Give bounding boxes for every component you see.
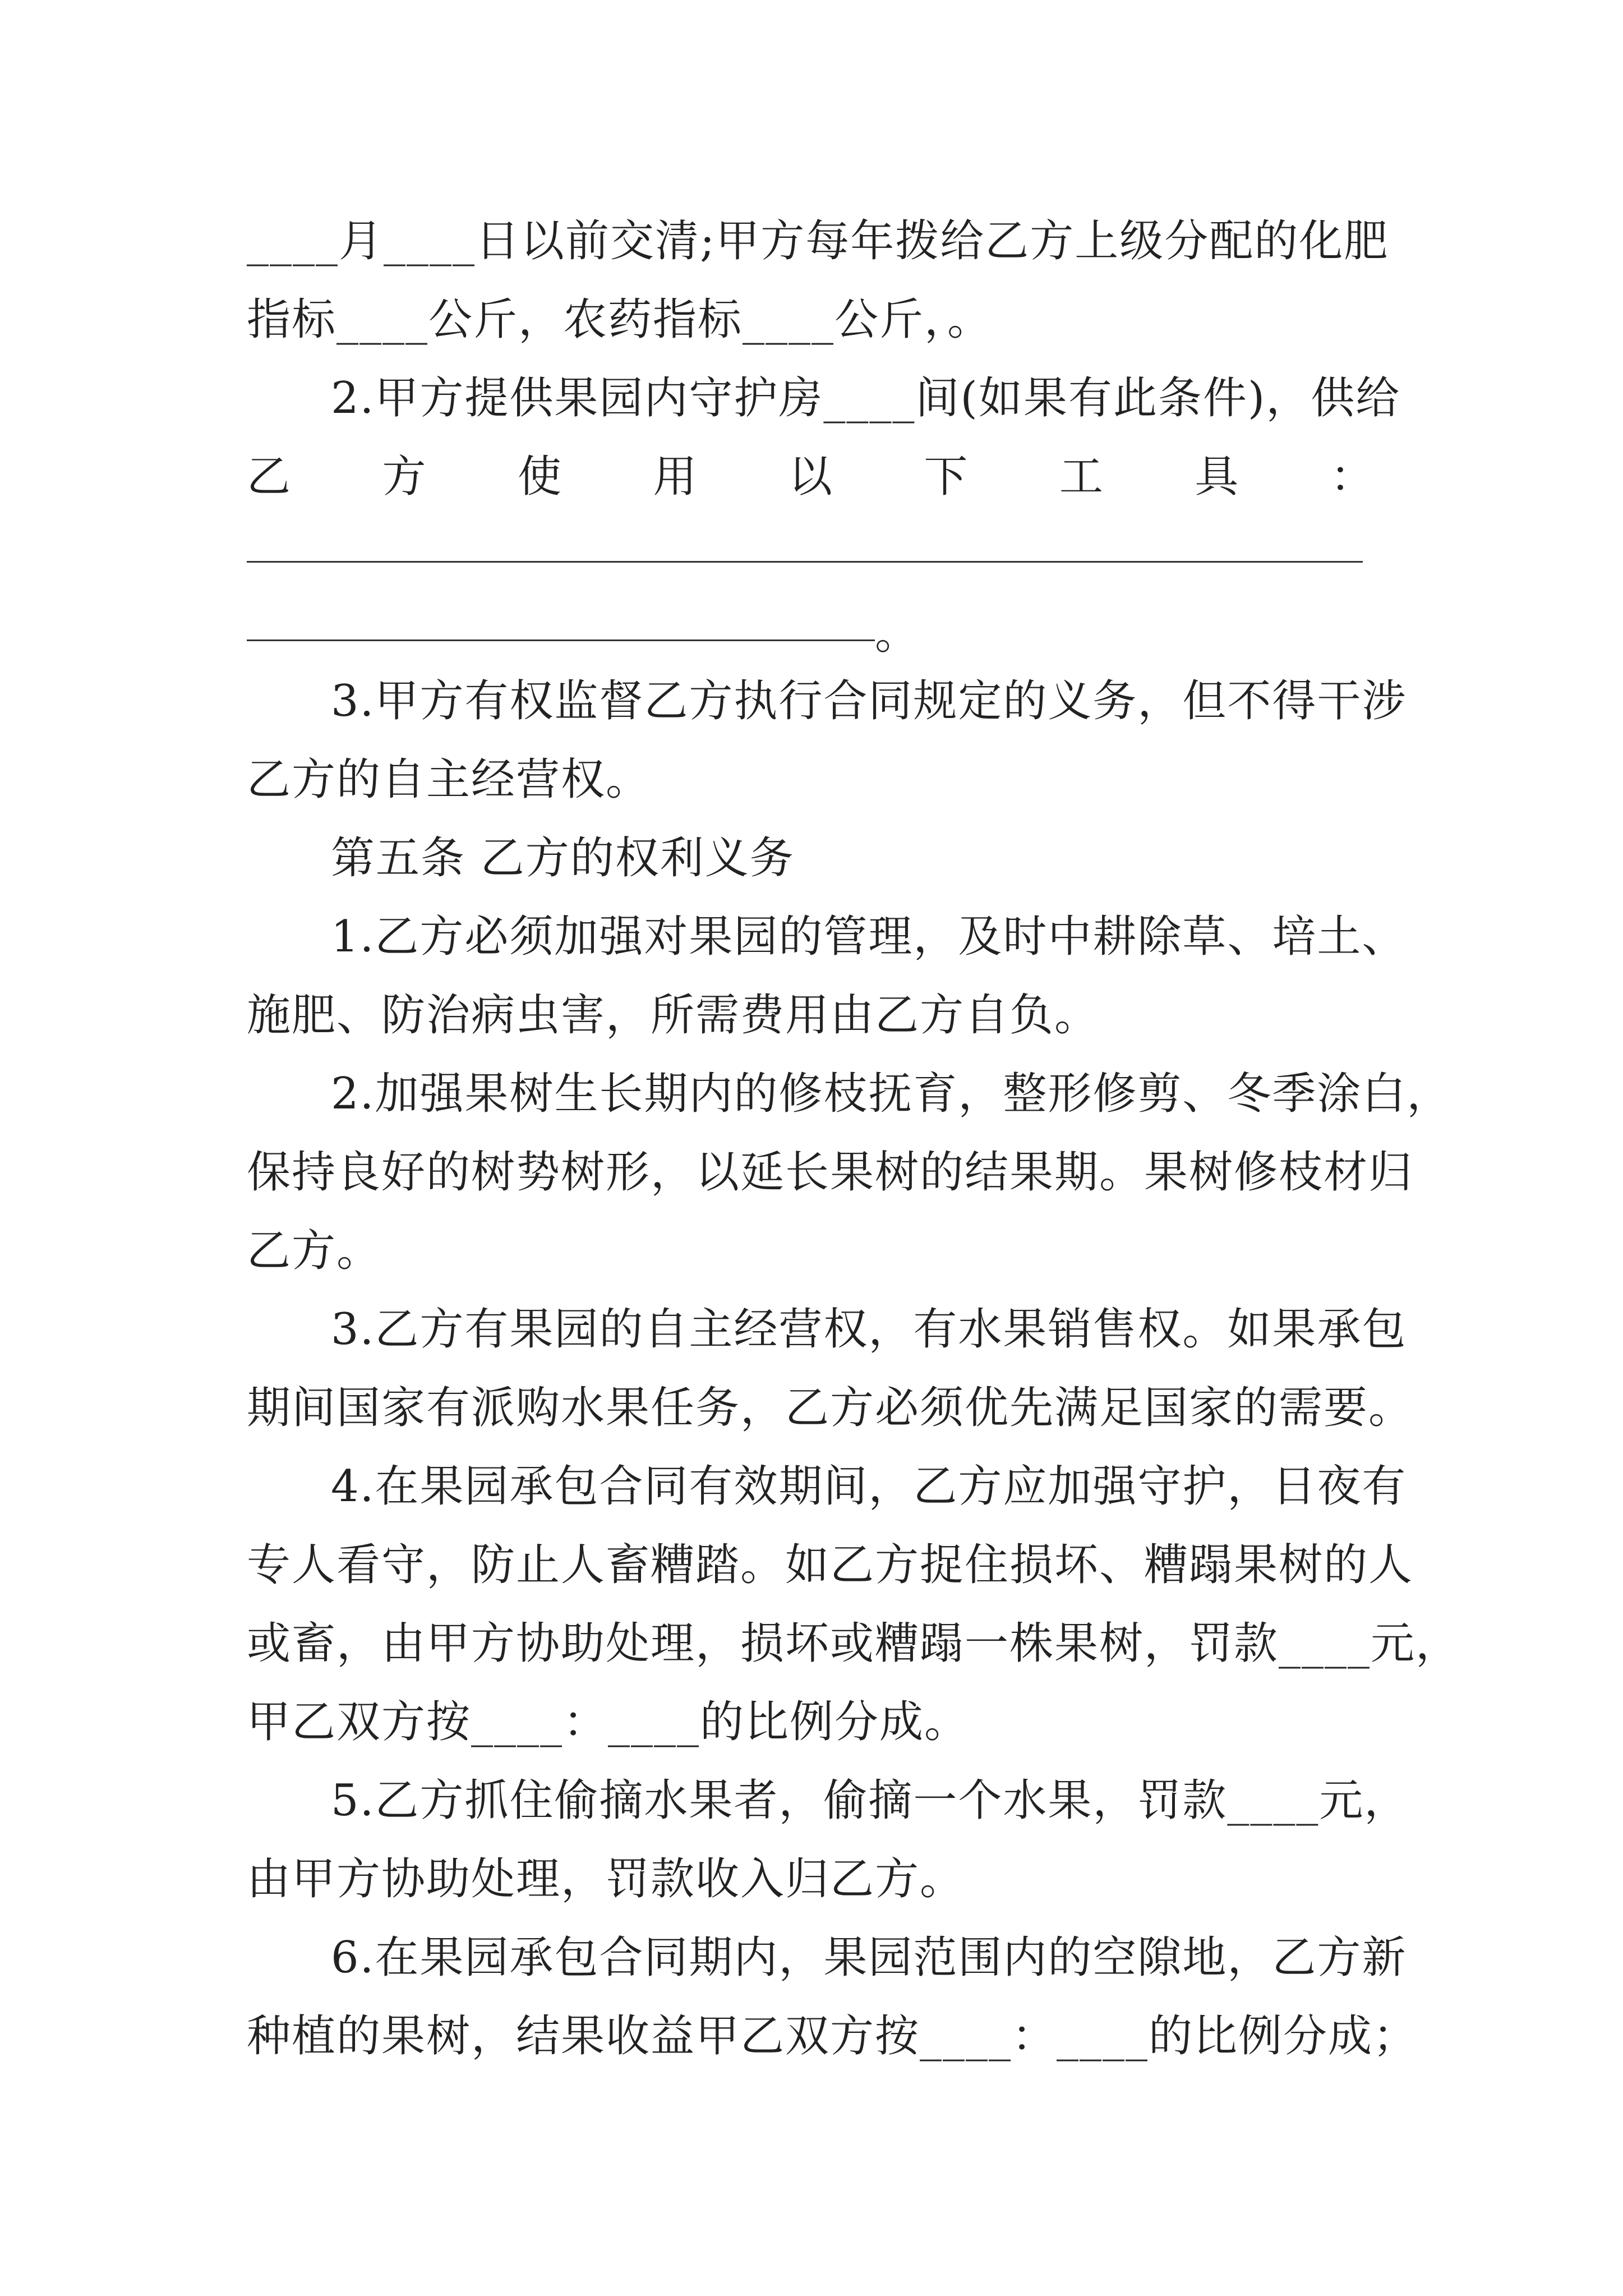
blank-rule-2	[247, 639, 875, 641]
text-line-2: 指标____公斤，农药指标____公斤，。	[247, 295, 993, 345]
spread-word-9: ：	[1330, 452, 1374, 502]
text-line-17: 4.在果园承包合同有效期间，乙方应加强守护，日夜有	[331, 1461, 1407, 1512]
text-line-23: 6.在果园承包合同期内，果园范围内的空隙地，乙方新	[331, 1932, 1407, 1983]
spread-word-5: 以	[788, 452, 832, 502]
spread-word-3: 使	[517, 452, 561, 502]
text-line-22: 由甲方协助处理，罚款收入归乙方。	[247, 1854, 965, 1904]
text-line-16: 期间国家有派购水果任务，乙方必须优先满足国家的需要。	[247, 1383, 1414, 1433]
section-heading: 第五条 乙方的权利义务	[331, 833, 795, 884]
text-line-24: 种植的果树，结果收益甲乙双方按____：____的比例分成；	[247, 2011, 1418, 2062]
spread-word-8: 具	[1195, 452, 1239, 502]
text-line-11: 施肥、防治病虫害，所需费用由乙方自负。	[247, 990, 1100, 1041]
text-line-14: 乙方。	[247, 1226, 382, 1276]
text-line-10: 1.乙方必须加强对果园的管理，及时中耕除草、培土、	[331, 912, 1407, 962]
text-line-21: 5.乙方抓住偷摘水果者，偷摘一个水果，罚款____元，	[331, 1775, 1409, 1826]
text-line-12: 2.加强果树生长期内的修枝抚育，整形修剪、冬季涂白，	[331, 1069, 1452, 1119]
text-line-15: 3.乙方有果园的自主经营权，有水果销售权。如果承包	[331, 1304, 1407, 1355]
text-line-7: 3.甲方有权监督乙方执行合同规定的义务，但不得干涉	[331, 676, 1407, 726]
text-line-20: 甲乙双方按____：____的比例分成。	[247, 1697, 970, 1747]
spread-word-2: 方	[382, 452, 426, 502]
text-line-13: 保持良好的树势树形，以延长果树的结果期。果树修枝材归	[247, 1147, 1414, 1198]
spread-word-4: 用	[653, 452, 697, 502]
spread-line	[247, 449, 1374, 505]
spread-word-6: 下	[924, 452, 968, 502]
rule-period: 。	[875, 609, 919, 659]
text-line-3: 2.甲方提供果园内守护房____间(如果有此条件)，供给	[331, 373, 1401, 424]
blank-rule-1	[247, 561, 1363, 563]
text-line-19: 或畜，由甲方协助处理，损坏或糟蹋一株果树，罚款____元，	[247, 1618, 1461, 1669]
spread-word-7: 工	[1059, 452, 1103, 502]
text-line-8: 乙方的自主经营权。	[247, 754, 651, 805]
spread-word-1: 乙	[247, 452, 291, 502]
text-line-18: 专人看守，防止人畜糟踏。如乙方捉住损坏、糟蹋果树的人	[247, 1540, 1414, 1590]
text-line-1: ____月____日以前交清;甲方每年拨给乙方上级分配的化肥	[247, 216, 1389, 266]
